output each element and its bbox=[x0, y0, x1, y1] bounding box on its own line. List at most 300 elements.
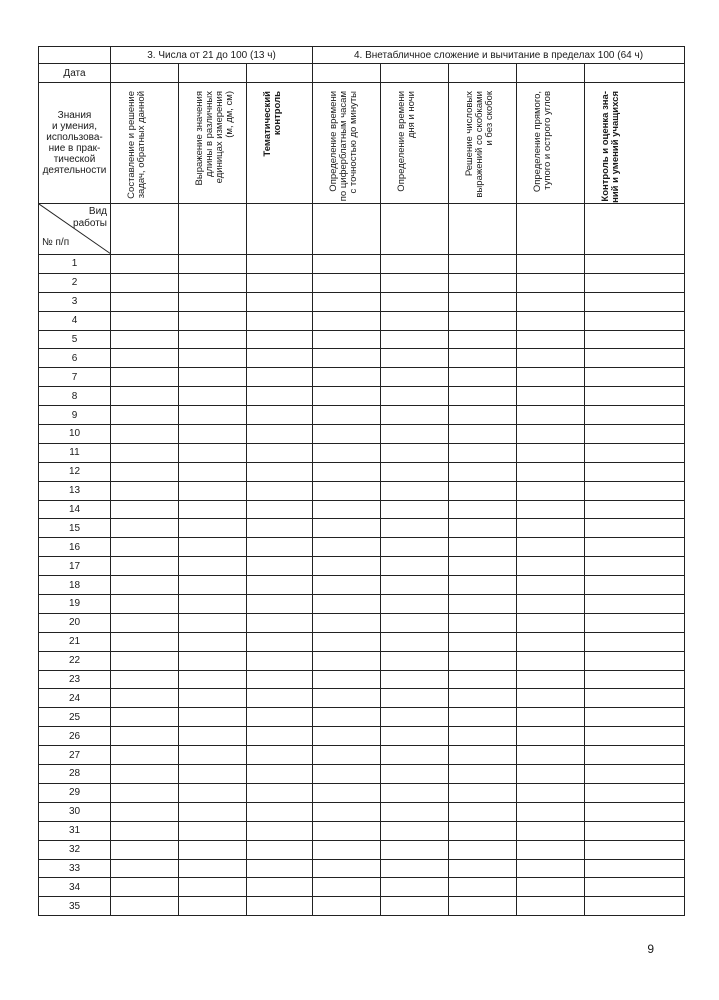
table-cell[interactable] bbox=[517, 387, 585, 406]
work-type-cell[interactable] bbox=[517, 204, 585, 255]
table-cell[interactable] bbox=[585, 613, 685, 632]
table-cell[interactable] bbox=[179, 765, 247, 784]
table-cell[interactable] bbox=[585, 406, 685, 425]
table-cell[interactable] bbox=[247, 897, 313, 916]
table-cell[interactable] bbox=[517, 406, 585, 425]
table-cell[interactable] bbox=[517, 368, 585, 387]
table-cell[interactable] bbox=[313, 595, 381, 614]
table-cell[interactable] bbox=[381, 670, 449, 689]
table-cell[interactable] bbox=[381, 255, 449, 274]
table-cell[interactable] bbox=[179, 670, 247, 689]
table-cell[interactable] bbox=[247, 481, 313, 500]
table-cell[interactable] bbox=[449, 500, 517, 519]
table-cell[interactable] bbox=[247, 500, 313, 519]
table-cell[interactable] bbox=[449, 538, 517, 557]
table-cell[interactable] bbox=[381, 311, 449, 330]
table-cell[interactable] bbox=[449, 255, 517, 274]
table-cell[interactable] bbox=[585, 651, 685, 670]
table-cell[interactable] bbox=[111, 576, 179, 595]
table-cell[interactable] bbox=[111, 406, 179, 425]
table-cell[interactable] bbox=[585, 897, 685, 916]
table-cell[interactable] bbox=[313, 500, 381, 519]
table-cell[interactable] bbox=[585, 443, 685, 462]
table-cell[interactable] bbox=[381, 613, 449, 632]
table-cell[interactable] bbox=[313, 255, 381, 274]
table-cell[interactable] bbox=[111, 349, 179, 368]
table-cell[interactable] bbox=[517, 425, 585, 444]
table-cell[interactable] bbox=[449, 519, 517, 538]
table-cell[interactable] bbox=[381, 595, 449, 614]
table-cell[interactable] bbox=[381, 387, 449, 406]
table-cell[interactable] bbox=[179, 595, 247, 614]
work-type-label-line1: Вид bbox=[88, 206, 107, 217]
table-cell[interactable] bbox=[381, 557, 449, 576]
table-cell[interactable] bbox=[313, 519, 381, 538]
table-cell[interactable] bbox=[111, 292, 179, 311]
work-type-cell[interactable] bbox=[449, 204, 517, 255]
table-cell[interactable] bbox=[449, 802, 517, 821]
table-cell[interactable] bbox=[381, 783, 449, 802]
table-cell[interactable] bbox=[111, 387, 179, 406]
table-cell[interactable] bbox=[585, 632, 685, 651]
table-cell[interactable] bbox=[517, 727, 585, 746]
work-type-cell[interactable] bbox=[179, 204, 247, 255]
table-cell[interactable] bbox=[247, 406, 313, 425]
table-cell[interactable] bbox=[313, 859, 381, 878]
table-cell[interactable] bbox=[381, 500, 449, 519]
table-cell[interactable] bbox=[449, 878, 517, 897]
table-cell[interactable] bbox=[313, 349, 381, 368]
table-cell[interactable] bbox=[111, 746, 179, 765]
table-cell[interactable] bbox=[381, 840, 449, 859]
table-cell[interactable] bbox=[313, 387, 381, 406]
table-cell[interactable] bbox=[517, 255, 585, 274]
table-cell[interactable] bbox=[449, 727, 517, 746]
table-cell[interactable] bbox=[313, 273, 381, 292]
table-cell[interactable] bbox=[517, 311, 585, 330]
table-cell[interactable] bbox=[111, 368, 179, 387]
table-cell[interactable] bbox=[517, 462, 585, 481]
table-cell[interactable] bbox=[179, 255, 247, 274]
table-cell[interactable] bbox=[517, 878, 585, 897]
table-cell[interactable] bbox=[381, 519, 449, 538]
table-cell[interactable] bbox=[313, 425, 381, 444]
table-cell[interactable] bbox=[449, 708, 517, 727]
table-cell[interactable] bbox=[381, 462, 449, 481]
table-cell[interactable] bbox=[517, 783, 585, 802]
table-cell[interactable] bbox=[449, 613, 517, 632]
table-cell[interactable] bbox=[381, 651, 449, 670]
table-cell[interactable] bbox=[111, 765, 179, 784]
table-cell[interactable] bbox=[313, 670, 381, 689]
work-type-cell[interactable] bbox=[381, 204, 449, 255]
table-cell[interactable] bbox=[517, 746, 585, 765]
table-cell[interactable] bbox=[381, 576, 449, 595]
table-cell[interactable] bbox=[111, 651, 179, 670]
table-cell[interactable] bbox=[313, 878, 381, 897]
table-cell[interactable] bbox=[381, 368, 449, 387]
table-cell[interactable] bbox=[313, 708, 381, 727]
table-cell[interactable] bbox=[449, 783, 517, 802]
table-cell[interactable] bbox=[247, 292, 313, 311]
table-cell[interactable] bbox=[179, 897, 247, 916]
table-cell[interactable] bbox=[517, 840, 585, 859]
table-cell[interactable] bbox=[585, 821, 685, 840]
table-cell[interactable] bbox=[179, 878, 247, 897]
table-cell[interactable] bbox=[449, 746, 517, 765]
table-cell[interactable] bbox=[111, 613, 179, 632]
table-cell[interactable] bbox=[179, 557, 247, 576]
table-cell[interactable] bbox=[247, 727, 313, 746]
table-cell[interactable] bbox=[247, 859, 313, 878]
table-cell[interactable] bbox=[111, 273, 179, 292]
table-cell[interactable] bbox=[179, 538, 247, 557]
table-cell[interactable] bbox=[111, 330, 179, 349]
table-cell[interactable] bbox=[111, 311, 179, 330]
row-number: 12 bbox=[39, 462, 111, 481]
table-cell[interactable] bbox=[179, 481, 247, 500]
table-cell[interactable] bbox=[111, 708, 179, 727]
date-cell[interactable] bbox=[313, 64, 381, 83]
table-cell[interactable] bbox=[111, 897, 179, 916]
table-cell[interactable] bbox=[381, 727, 449, 746]
table-cell[interactable] bbox=[449, 651, 517, 670]
table-cell[interactable] bbox=[111, 255, 179, 274]
table-cell[interactable] bbox=[517, 802, 585, 821]
table-cell[interactable] bbox=[247, 840, 313, 859]
table-cell[interactable] bbox=[585, 557, 685, 576]
table-cell[interactable] bbox=[313, 481, 381, 500]
table-cell[interactable] bbox=[111, 689, 179, 708]
table-cell[interactable] bbox=[111, 595, 179, 614]
table-cell[interactable] bbox=[381, 689, 449, 708]
table-cell[interactable] bbox=[381, 443, 449, 462]
table-cell[interactable] bbox=[111, 557, 179, 576]
table-cell[interactable] bbox=[111, 783, 179, 802]
table-cell[interactable] bbox=[247, 273, 313, 292]
table-cell[interactable] bbox=[313, 632, 381, 651]
table-cell[interactable] bbox=[585, 292, 685, 311]
table-cell[interactable] bbox=[381, 897, 449, 916]
table-cell[interactable] bbox=[585, 802, 685, 821]
table-cell[interactable] bbox=[247, 349, 313, 368]
table-cell[interactable] bbox=[449, 557, 517, 576]
table-cell[interactable] bbox=[585, 859, 685, 878]
table-cell[interactable] bbox=[313, 727, 381, 746]
table-cell[interactable] bbox=[111, 821, 179, 840]
table-cell[interactable] bbox=[179, 746, 247, 765]
table-cell[interactable] bbox=[449, 443, 517, 462]
table-cell[interactable] bbox=[449, 840, 517, 859]
date-cell[interactable] bbox=[585, 64, 685, 83]
table-cell[interactable] bbox=[179, 292, 247, 311]
table-cell[interactable] bbox=[179, 368, 247, 387]
table-cell[interactable] bbox=[381, 746, 449, 765]
table-cell[interactable] bbox=[179, 311, 247, 330]
table-cell[interactable] bbox=[247, 519, 313, 538]
table-cell[interactable] bbox=[585, 425, 685, 444]
table-cell[interactable] bbox=[517, 500, 585, 519]
table-cell[interactable] bbox=[313, 406, 381, 425]
table-cell[interactable] bbox=[585, 783, 685, 802]
table-cell[interactable] bbox=[449, 595, 517, 614]
table-cell[interactable] bbox=[517, 273, 585, 292]
table-cell[interactable] bbox=[585, 462, 685, 481]
table-cell[interactable] bbox=[247, 387, 313, 406]
table-cell[interactable] bbox=[247, 708, 313, 727]
table-cell[interactable] bbox=[449, 425, 517, 444]
table-cell[interactable] bbox=[381, 330, 449, 349]
table-cell[interactable] bbox=[517, 557, 585, 576]
table-cell[interactable] bbox=[449, 406, 517, 425]
table-cell[interactable] bbox=[313, 746, 381, 765]
table-cell[interactable] bbox=[247, 613, 313, 632]
table-cell[interactable] bbox=[449, 632, 517, 651]
table-cell[interactable] bbox=[449, 273, 517, 292]
table-cell[interactable] bbox=[247, 765, 313, 784]
table-cell[interactable] bbox=[381, 292, 449, 311]
table-cell[interactable] bbox=[179, 349, 247, 368]
date-cell[interactable] bbox=[449, 64, 517, 83]
table-cell[interactable] bbox=[381, 821, 449, 840]
table-cell[interactable] bbox=[381, 708, 449, 727]
table-cell[interactable] bbox=[247, 651, 313, 670]
table-cell[interactable] bbox=[313, 538, 381, 557]
table-cell[interactable] bbox=[247, 689, 313, 708]
table-cell[interactable] bbox=[313, 576, 381, 595]
table-cell[interactable] bbox=[517, 519, 585, 538]
table-cell[interactable] bbox=[247, 783, 313, 802]
table-cell[interactable] bbox=[381, 765, 449, 784]
table-cell[interactable] bbox=[449, 481, 517, 500]
table-cell[interactable] bbox=[517, 897, 585, 916]
table-cell[interactable] bbox=[247, 368, 313, 387]
table-cell[interactable] bbox=[517, 651, 585, 670]
table-cell[interactable] bbox=[585, 765, 685, 784]
table-cell[interactable] bbox=[381, 425, 449, 444]
table-cell[interactable] bbox=[179, 632, 247, 651]
table-cell[interactable] bbox=[247, 311, 313, 330]
table-cell[interactable] bbox=[449, 689, 517, 708]
table-cell[interactable] bbox=[449, 462, 517, 481]
table-cell[interactable] bbox=[449, 670, 517, 689]
table-cell[interactable] bbox=[313, 897, 381, 916]
table-cell[interactable] bbox=[585, 500, 685, 519]
table-cell[interactable] bbox=[517, 632, 585, 651]
table-cell[interactable] bbox=[585, 330, 685, 349]
table-cell[interactable] bbox=[449, 859, 517, 878]
table-cell[interactable] bbox=[449, 897, 517, 916]
table-cell[interactable] bbox=[585, 595, 685, 614]
table-cell[interactable] bbox=[111, 670, 179, 689]
table-cell[interactable] bbox=[247, 557, 313, 576]
work-type-cell[interactable] bbox=[247, 204, 313, 255]
table-cell[interactable] bbox=[517, 859, 585, 878]
row-number: 26 bbox=[39, 727, 111, 746]
work-type-cell[interactable] bbox=[585, 204, 685, 255]
table-cell[interactable] bbox=[247, 462, 313, 481]
table-cell[interactable] bbox=[313, 802, 381, 821]
table-cell[interactable] bbox=[179, 840, 247, 859]
table-cell[interactable] bbox=[179, 273, 247, 292]
table-cell[interactable] bbox=[517, 595, 585, 614]
table-cell[interactable] bbox=[585, 255, 685, 274]
table-cell[interactable] bbox=[179, 651, 247, 670]
table-cell[interactable] bbox=[313, 557, 381, 576]
table-cell[interactable] bbox=[449, 349, 517, 368]
table-cell[interactable] bbox=[179, 708, 247, 727]
table-cell[interactable] bbox=[247, 746, 313, 765]
table-cell[interactable] bbox=[179, 406, 247, 425]
table-cell[interactable] bbox=[179, 425, 247, 444]
table-cell[interactable] bbox=[111, 519, 179, 538]
table-cell[interactable] bbox=[179, 802, 247, 821]
table-cell[interactable] bbox=[585, 689, 685, 708]
table-cell[interactable] bbox=[247, 425, 313, 444]
table-cell[interactable] bbox=[313, 689, 381, 708]
table-cell[interactable] bbox=[179, 387, 247, 406]
table-cell[interactable] bbox=[381, 406, 449, 425]
table-cell[interactable] bbox=[517, 613, 585, 632]
table-cell[interactable] bbox=[449, 311, 517, 330]
table-cell[interactable] bbox=[449, 576, 517, 595]
table-cell[interactable] bbox=[247, 632, 313, 651]
table-cell[interactable] bbox=[517, 538, 585, 557]
table-cell[interactable] bbox=[517, 765, 585, 784]
table-cell[interactable] bbox=[517, 576, 585, 595]
table-cell[interactable] bbox=[449, 765, 517, 784]
table-cell[interactable] bbox=[111, 859, 179, 878]
date-cell[interactable] bbox=[111, 64, 179, 83]
table-cell[interactable] bbox=[313, 651, 381, 670]
table-cell[interactable] bbox=[247, 595, 313, 614]
table-cell[interactable] bbox=[585, 840, 685, 859]
table-cell[interactable] bbox=[247, 821, 313, 840]
table-cell[interactable] bbox=[381, 538, 449, 557]
table-cell[interactable] bbox=[111, 840, 179, 859]
table-cell[interactable] bbox=[517, 443, 585, 462]
table-cell[interactable] bbox=[247, 802, 313, 821]
table-cell[interactable] bbox=[381, 632, 449, 651]
table-cell[interactable] bbox=[517, 330, 585, 349]
table-cell[interactable] bbox=[179, 500, 247, 519]
table-cell[interactable] bbox=[179, 519, 247, 538]
table-cell[interactable] bbox=[381, 878, 449, 897]
table-cell[interactable] bbox=[111, 727, 179, 746]
table-cell[interactable] bbox=[585, 273, 685, 292]
table-cell[interactable] bbox=[313, 783, 381, 802]
table-cell[interactable] bbox=[585, 349, 685, 368]
table-cell[interactable] bbox=[247, 255, 313, 274]
table-cell[interactable] bbox=[585, 387, 685, 406]
table-cell[interactable] bbox=[313, 292, 381, 311]
table-cell[interactable] bbox=[111, 538, 179, 557]
table-cell[interactable] bbox=[585, 878, 685, 897]
row-number: 6 bbox=[39, 349, 111, 368]
table-cell[interactable] bbox=[111, 443, 179, 462]
table-cell[interactable] bbox=[179, 689, 247, 708]
table-cell[interactable] bbox=[179, 821, 247, 840]
table-cell[interactable] bbox=[449, 330, 517, 349]
table-cell[interactable] bbox=[179, 783, 247, 802]
table-cell[interactable] bbox=[449, 292, 517, 311]
work-type-cell[interactable] bbox=[313, 204, 381, 255]
table-cell[interactable] bbox=[313, 330, 381, 349]
table-cell[interactable] bbox=[585, 481, 685, 500]
table-cell[interactable] bbox=[111, 425, 179, 444]
table-cell[interactable] bbox=[381, 859, 449, 878]
table-cell[interactable] bbox=[179, 859, 247, 878]
work-type-cell[interactable] bbox=[111, 204, 179, 255]
date-cell[interactable] bbox=[381, 64, 449, 83]
table-cell[interactable] bbox=[179, 462, 247, 481]
table-cell[interactable] bbox=[381, 349, 449, 368]
table-cell[interactable] bbox=[111, 878, 179, 897]
table-cell[interactable] bbox=[179, 727, 247, 746]
table-cell[interactable] bbox=[381, 481, 449, 500]
table-cell[interactable] bbox=[313, 840, 381, 859]
table-cell[interactable] bbox=[247, 330, 313, 349]
table-cell[interactable] bbox=[179, 330, 247, 349]
table-cell[interactable] bbox=[179, 443, 247, 462]
table-cell[interactable] bbox=[585, 311, 685, 330]
table-cell[interactable] bbox=[247, 443, 313, 462]
date-cell[interactable] bbox=[517, 64, 585, 83]
table-cell[interactable] bbox=[585, 576, 685, 595]
table-cell[interactable] bbox=[179, 576, 247, 595]
table-cell[interactable] bbox=[111, 481, 179, 500]
table-cell[interactable] bbox=[313, 368, 381, 387]
table-cell[interactable] bbox=[517, 821, 585, 840]
date-cell[interactable] bbox=[247, 64, 313, 83]
table-cell[interactable] bbox=[247, 576, 313, 595]
table-cell[interactable] bbox=[585, 670, 685, 689]
table-cell[interactable] bbox=[313, 613, 381, 632]
table-cell[interactable] bbox=[449, 821, 517, 840]
table-cell[interactable] bbox=[313, 821, 381, 840]
table-cell[interactable] bbox=[111, 462, 179, 481]
table-cell[interactable] bbox=[247, 670, 313, 689]
table-cell[interactable] bbox=[585, 538, 685, 557]
table-cell[interactable] bbox=[517, 481, 585, 500]
table-cell[interactable] bbox=[517, 689, 585, 708]
table-cell[interactable] bbox=[517, 292, 585, 311]
table-cell[interactable] bbox=[313, 765, 381, 784]
table-cell[interactable] bbox=[585, 727, 685, 746]
table-cell[interactable] bbox=[111, 632, 179, 651]
table-cell[interactable] bbox=[179, 613, 247, 632]
table-cell[interactable] bbox=[313, 311, 381, 330]
table-cell[interactable] bbox=[381, 802, 449, 821]
table-cell[interactable] bbox=[585, 368, 685, 387]
table-cell[interactable] bbox=[247, 878, 313, 897]
table-cell[interactable] bbox=[111, 500, 179, 519]
table-cell[interactable] bbox=[313, 443, 381, 462]
table-cell[interactable] bbox=[585, 519, 685, 538]
table-cell[interactable] bbox=[381, 273, 449, 292]
table-cell[interactable] bbox=[517, 670, 585, 689]
table-cell[interactable] bbox=[313, 462, 381, 481]
date-cell[interactable] bbox=[179, 64, 247, 83]
table-cell[interactable] bbox=[449, 387, 517, 406]
table-cell[interactable] bbox=[247, 538, 313, 557]
table-cell[interactable] bbox=[517, 349, 585, 368]
table-cell[interactable] bbox=[585, 708, 685, 727]
table-cell[interactable] bbox=[517, 708, 585, 727]
table-cell[interactable] bbox=[449, 368, 517, 387]
table-cell[interactable] bbox=[585, 746, 685, 765]
table-cell[interactable] bbox=[111, 802, 179, 821]
